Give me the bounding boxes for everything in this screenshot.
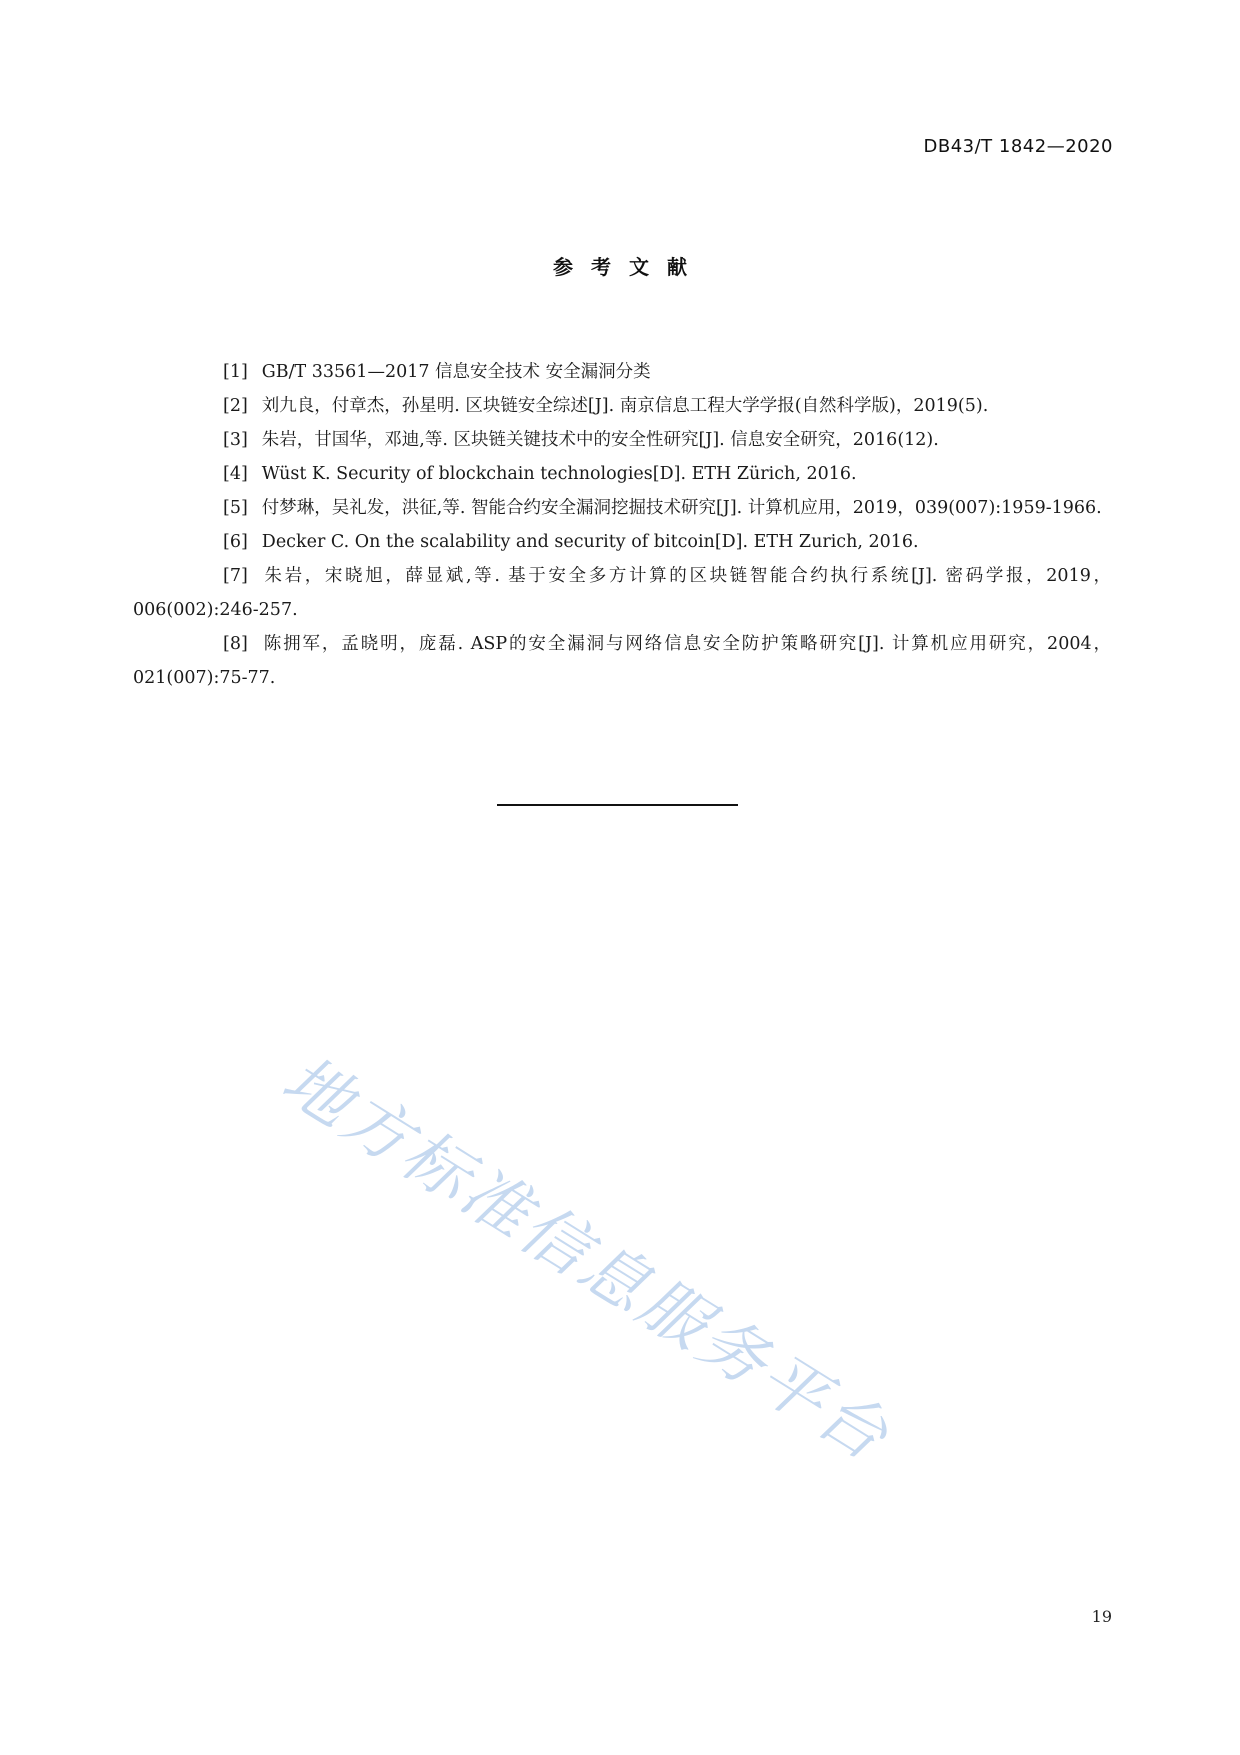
reference-item [133,355,1111,389]
reference-text: 朱岩，宋晓旭，薛显斌,等. 基于安全多方计算的区块链智能合约执行系统[J]. 密码学报，2019，006(002):246-257. [133,566,1111,620]
reference-number: [3] [223,430,248,450]
reference-number: [2] [223,396,248,416]
reference-list [133,355,1111,695]
reference-item [133,491,1111,525]
end-separator-line [497,804,738,806]
reference-number: [8] [223,634,248,654]
reference-number: [6] [223,532,248,552]
reference-item [133,423,1111,457]
page-number: 19 [1091,1607,1112,1626]
reference-text: Decker C. On the scalability and security of bitcoin[D]. ETH Zurich, 2016. [261,532,919,552]
reference-item [133,389,1111,423]
reference-text: GB/T 33561—2017 信息安全技术 安全漏洞分类 [261,362,651,382]
reference-text: 陈拥军，孟晓明，庞磊. ASP的安全漏洞与网络信息安全防护策略研究[J]. 计算机应用研究，2004，021(007):75-77. [133,634,1111,688]
reference-text: 朱岩，甘国华，邓迪,等. 区块链关键技术中的安全性研究[J]. 信息安全研究，2016(12). [261,430,939,450]
reference-text: Wüst K. Security of blockchain technologies[D]. ETH Zürich, 2016. [261,464,857,484]
reference-item [133,627,1111,695]
reference-item [133,457,1111,491]
document-code: DB43/T 1842—2020 [923,136,1113,157]
section-title: 参考文献 [553,255,705,279]
reference-text: 付梦琳，吴礼发，洪征,等. 智能合约安全漏洞挖掘技术研究[J]. 计算机应用，2019，039(007):1959-1966. [261,498,1102,518]
watermark: 地方标准信息服务平台 [269,1040,904,1477]
reference-number: [4] [223,464,248,484]
reference-number: [7] [223,566,248,586]
reference-text: 刘九良，付章杰，孙星明. 区块链安全综述[J]. 南京信息工程大学学报(自然科学版)，2019(5). [261,396,989,416]
reference-number: [5] [223,498,248,518]
reference-item [133,559,1111,627]
reference-number: [1] [223,362,248,382]
reference-item [133,525,1111,559]
